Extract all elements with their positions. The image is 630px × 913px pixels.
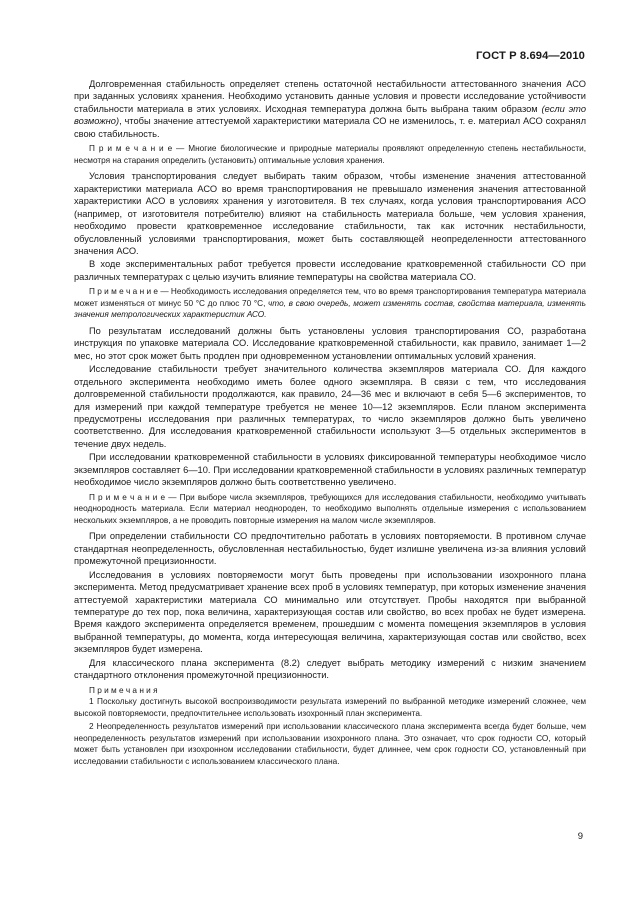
standard-header: ГОСТ Р 8.694—2010 [476, 50, 585, 62]
body-text [74, 78, 586, 771]
paragraph-isochronous-plan: Исследования в условиях повторяемости могут быть проведены при использовании изохронного плана эксперимента. Метод предусматривает хранение всех проб в условиях температур, при которых изменение значения аттестуемой характеристики материала СО минимально или отсутствует. Пробы находятся при выбранной температуре до тех пор, пока величина, характеризующая состав или свойство, во всех пробах не будет измерена. Время каждого эксперимента определяется временем, прошедшим с момента помещения экземпляров в условия выбранной температуры, до момента, когда интересующая величина, характеризующая состав или свойство, всех экземпляров будет измерена. [74, 569, 586, 655]
paragraph-repeatability: При определении стабильности СО предпочтительно работать в условиях повторяемости. В противном случае стандартная неопределенность, обусловленная нестабильностью, будет излишне увеличена из-за влияния условий промежуточной прецизионности. [74, 531, 586, 567]
paragraph-long-term-stability: Долговременная стабильность определяет степень остаточной нестабильности аттестованного значения АСО при заданных условиях хранения. Необходимо установить данные условия и провести исследование устойчивости стабильности материала в этих условиях. Исходная температура должна быть выбрана таким образом (если это возможно), чтобы значение аттестуемой характеристики материала СО не изменилось, т. е. материал АСО сохранял свою стабильность. [74, 79, 586, 139]
paragraph-classical-plan: Для классического плана эксперимента (8.2) следует выбрать методику измерений с низким значением стандартного отклонения промежуточной прецизионности. [74, 657, 586, 681]
paragraph-study-results: По результатам исследований должны быть установлены условия транспортирования СО, разработана инструкция по упаковке материала СО. Исследование кратковременной стабильности, как правило, занимает 1—2 мес, но этот срок может быть продлен при одновременном установлении оптимальных условий хранения. [74, 325, 586, 361]
paragraph-transport-conditions: Условия транспортирования следует выбирать таким образом, чтобы изменение значения аттестованной характеристики материала АСО во время транспортирования не превышало изменения значения аттестованной характеристики АСО в условиях хранения у изготовителя. В тех случаях, когда условия транспортирования АСО (например, от изготовителя потребителю) влияют на стабильность материала больше, чем условия хранения, необходимо провести кратковременное исследование стабильности, так как источник нестабильности, обусловленный условиями транспортирования, может быть составляющей неопределенности аттестованного значения АСО. [74, 171, 586, 256]
note-heterogeneity: П р и м е ч а н и е — При выборе числа экземпляров, требующихся для исследования стабильности, необходимо учитывать неоднородность материала. Если материал неоднороден, то необходимо выполнять отдельные измерения с использованием нескольких экземпляров, а не проводить повторные измерения на малом числе экземпляров. [74, 492, 587, 525]
note-transport-temperature: П р и м е ч а н и е — Необходимость исследования определяется тем, что во время транспортирования температура материала может изменяться от минус 50 °С до плюс 70 °С, что, в свою очередь, может изменять состав, свойства материала, изменять значения метрологических характеристик АСО. [74, 287, 586, 320]
paragraph-short-term-study: В ходе экспериментальных работ требуется провести исследование кратковременной стабильности СО при различных температурах с целью изучить влияние температуры на свойства материала СО. [74, 259, 586, 282]
notes-heading: П р и м е ч а н и я [89, 685, 158, 695]
page-number: 9 [577, 831, 583, 842]
paragraph-sample-count: Исследование стабильности требует значительного количества экземпляров материала СО. Для каждого отдельного эксперимента необходимо иметь более одного экземпляра. В связи с тем, что исследования долговременной стабильности продолжаются, как правило, 24—36 мес и включают в себя 5—6 экспериментов, то для измерений при каждой температуре требуется не менее 10—12 экземпляров. Если планом эксперимента предусмотрены исследования при различных температурах, то число экземпляров должно быть увеличено соответственно. Для исследования кратковременной стабильности используют 3—5 отдельных экспериментов в течение двух недель. [74, 364, 586, 449]
note-item-2: 2 Неопределенность результатов измерений при использовании классического плана эксперимента всегда будет больше, чем неопределенность результатов измерений при использовании изохронного плана. Это означает, что срок годности СО, который может быть установлен при изохронном исследовании стабильности, будет длиннее, чем срок годности СО, установленный при исследовании стабильности с использованием классического плана. [74, 722, 586, 766]
note-item-1: 1 Поскольку достигнуть высокой воспроизводимости результата измерений по выбранной методике измерений сложнее, чем высокой повторяемости, предпочтительнее использовать изохронный план эксперимента. [74, 697, 586, 718]
note-biological-materials: П р и м е ч а н и е — Многие биологические и природные материалы проявляют определенную степень нестабильности, несмотря на старания определить (установить) оптимальные условия хранения. [74, 144, 586, 165]
paragraph-fixed-temperature: При исследовании кратковременной стабильности в условиях фиксированной температуры необходимое число экземпляров составляет 6—10. При исследовании кратковременной стабильности в условиях различных температур необходимое число экземпляров должно быть соответственно увеличено. [74, 452, 586, 488]
